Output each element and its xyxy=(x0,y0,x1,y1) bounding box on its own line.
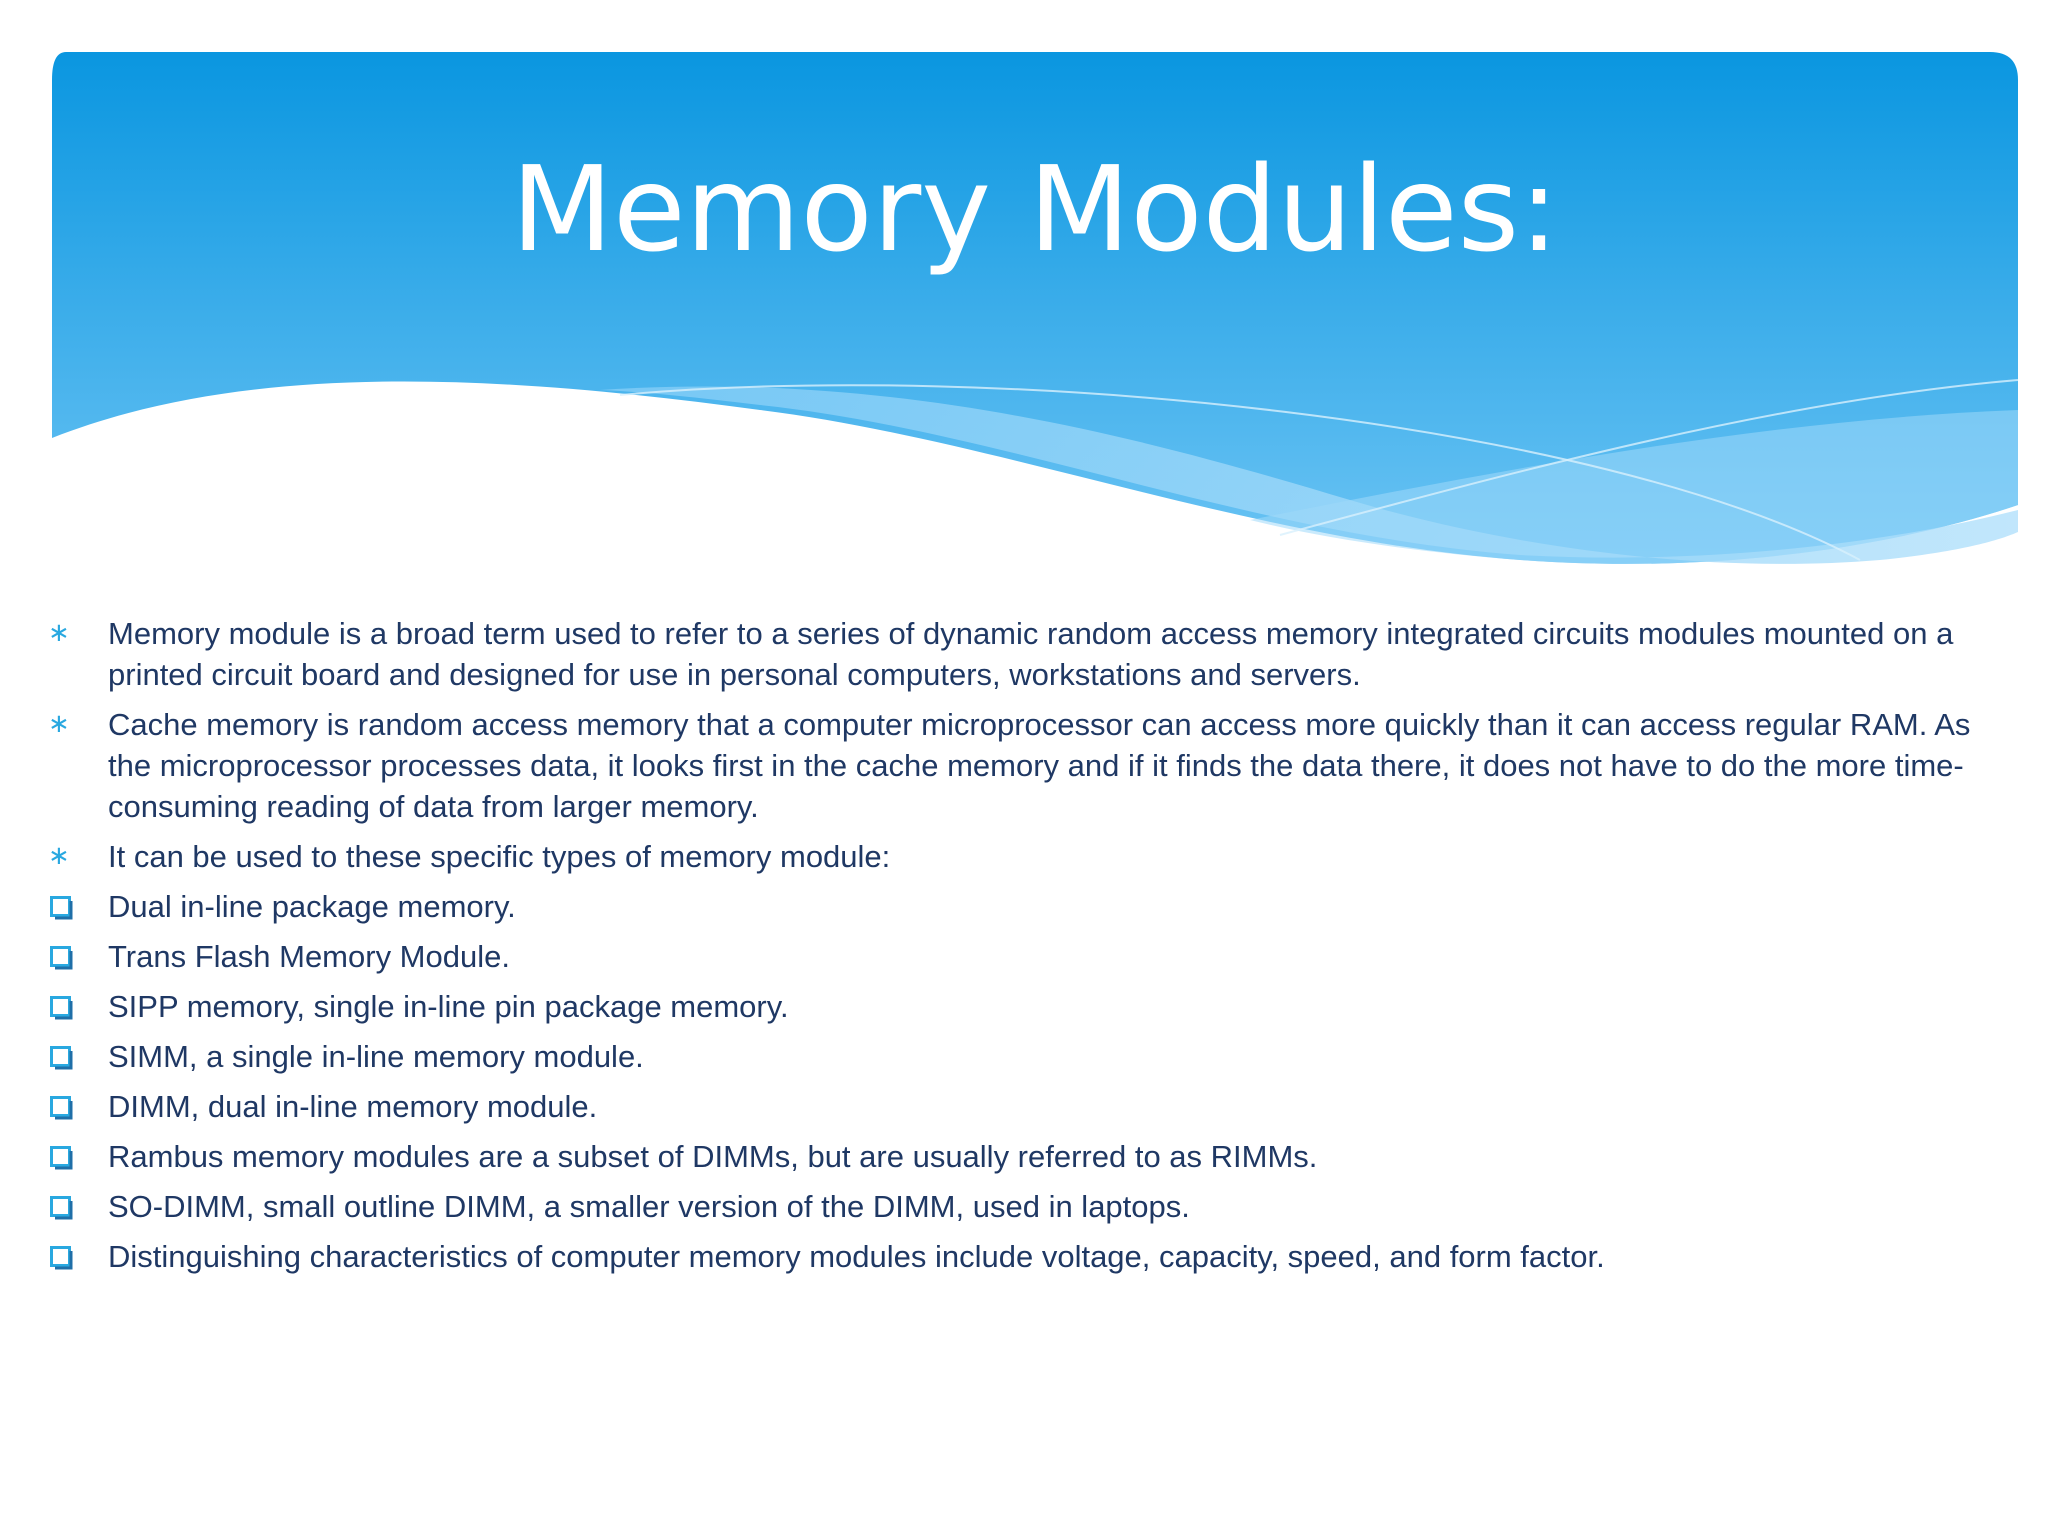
list-item xyxy=(44,1036,2004,1077)
checkbox-bullet-icon xyxy=(44,1036,84,1077)
list-item xyxy=(44,704,2004,827)
page-title: Memory Modules: xyxy=(511,140,1559,278)
list-item xyxy=(44,1086,2004,1127)
checkbox-bullet-icon xyxy=(44,936,84,977)
header-wave-banner xyxy=(0,0,2048,600)
list-item-text: SIPP memory, single in-line pin package memory. xyxy=(108,989,789,1024)
list-item xyxy=(44,936,2004,977)
list-item xyxy=(44,836,2004,877)
list-item-text: Memory module is a broad term used to refer to a series of dynamic random access memory integrated circuits modules mounted on a printed circuit board and designed for use in personal computers, workstations and servers. xyxy=(108,616,1954,692)
checkbox-bullet-icon xyxy=(44,1086,84,1127)
checkbox-bullet-icon xyxy=(44,1186,84,1227)
list-item-text: Trans Flash Memory Module. xyxy=(108,939,510,974)
checkbox-bullet-icon xyxy=(44,886,84,927)
list-item-text: Rambus memory modules are a subset of DIMMs, but are usually referred to as RIMMs. xyxy=(108,1139,1318,1174)
list-item-text: SO-DIMM, small outline DIMM, a smaller version of the DIMM, used in laptops. xyxy=(108,1189,1190,1224)
checkbox-bullet-icon xyxy=(44,1136,84,1177)
asterisk-bullet-icon: ∗ xyxy=(48,709,70,739)
checkbox-bullet-icon xyxy=(44,1236,84,1277)
list-item-text: Distinguishing characteristics of computer memory modules include voltage, capacity, speed, and form factor. xyxy=(108,1239,1605,1274)
asterisk-bullet-icon: ∗ xyxy=(48,841,70,871)
list-item xyxy=(44,613,2004,695)
list-item xyxy=(44,986,2004,1027)
bullet-list xyxy=(44,613,2004,1286)
list-item-text: Dual in-line package memory. xyxy=(108,889,516,924)
list-item xyxy=(44,1136,2004,1177)
list-item-text: DIMM, dual in-line memory module. xyxy=(108,1089,598,1124)
list-item xyxy=(44,1186,2004,1227)
checkbox-bullet-icon xyxy=(44,986,84,1027)
list-item-text: SIMM, a single in-line memory module. xyxy=(108,1039,644,1074)
list-item xyxy=(44,1236,2004,1277)
list-item xyxy=(44,886,2004,927)
list-item-text: Cache memory is random access memory that a computer microprocessor can access more quickly than it can access regular RAM. As the microprocessor processes data, it looks first in the cache memory and if it finds the data there, it does not have to do the more time-consuming reading of data from larger memory. xyxy=(108,707,1971,824)
asterisk-bullet-icon: ∗ xyxy=(48,618,70,648)
list-item-text: It can be used to these specific types of memory module: xyxy=(108,839,891,874)
